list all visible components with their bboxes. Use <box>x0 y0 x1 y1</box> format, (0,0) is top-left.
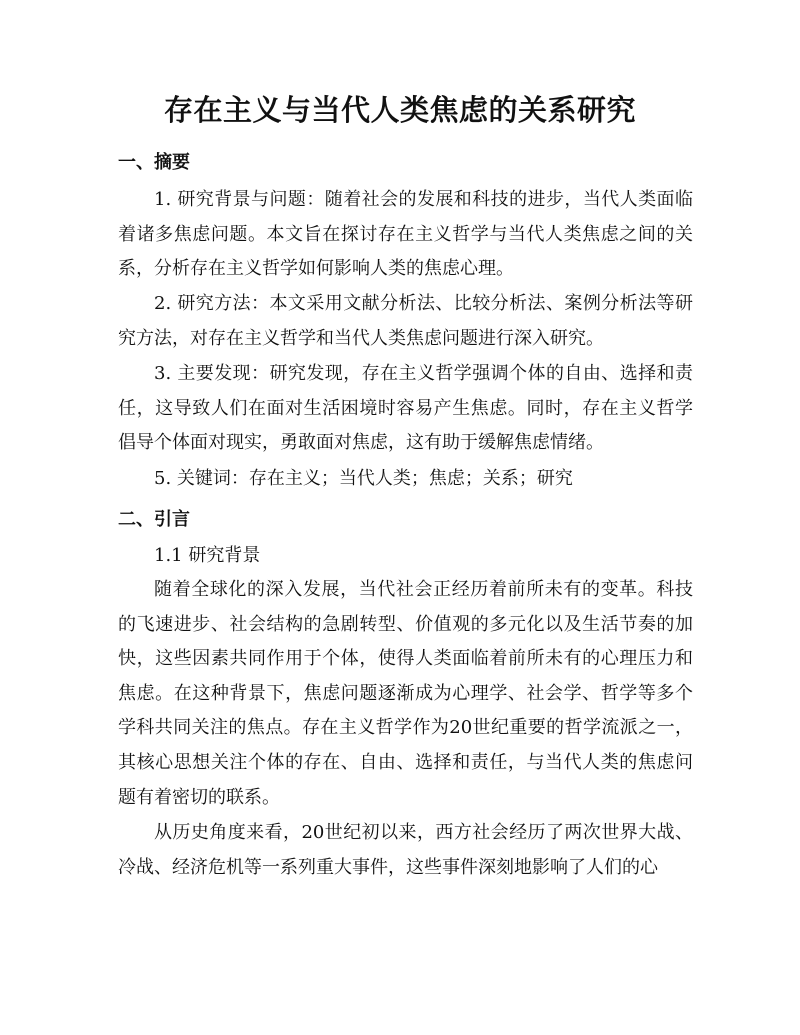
section-heading-introduction: 二、引言 <box>118 509 190 530</box>
abstract-item-findings: 3. 主要发现：研究发现，存在主义哲学强调个体的自由、选择和责任，这导致人们在面对生活困境时容易产生焦虑。同时，存在主义哲学倡导个体面对现实，勇敢面对焦虑，这有助于缓解焦虑情绪。 <box>118 363 693 454</box>
body-paragraph: 从历史角度来看，20世纪初以来，西方社会经历了两次世界大战、冷战、经济危机等一系列重大事件，这些事件深刻地影响了人们的心 <box>118 822 693 878</box>
abstract-item-background: 1. 研究背景与问题：随着社会的发展和科技的进步，当代人类面临着诸多焦虑问题。本文旨在探讨存在主义哲学与当代人类焦虑之间的关系，分析存在主义哲学如何影响人类的焦虑心理。 <box>118 189 693 280</box>
abstract-item-methods: 2. 研究方法：本文采用文献分析法、比较分析法、案例分析法等研究方法，对存在主义哲学和当代人类焦虑问题进行深入研究。 <box>118 293 693 349</box>
body-paragraph: 随着全球化的深入发展，当代社会正经历着前所未有的变革。科技的飞速进步、社会结构的急剧转型、价值观的多元化以及生活节奏的加快，这些因素共同作用于个体，使得人类面临着前所未有的心理压力和焦虑。在这种背景下，焦虑问题逐渐成为心理学、社会学、哲学等多个学科共同关注的焦点。存在主义哲学作为20世纪重要的哲学流派之一，其核心思想关注个体的存在、自由、选择和责任，与当代人类的焦虑问题有着密切的联系。 <box>118 579 693 808</box>
page-title: 存在主义与当代人类焦虑的关系研究 <box>163 93 636 127</box>
abstract-item-keywords: 5. 关键词：存在主义；当代人类；焦虑；关系；研究 <box>154 468 573 489</box>
section-heading-abstract: 一、摘要 <box>118 152 190 173</box>
subsection-heading-background: 1.1 研究背景 <box>154 545 261 566</box>
